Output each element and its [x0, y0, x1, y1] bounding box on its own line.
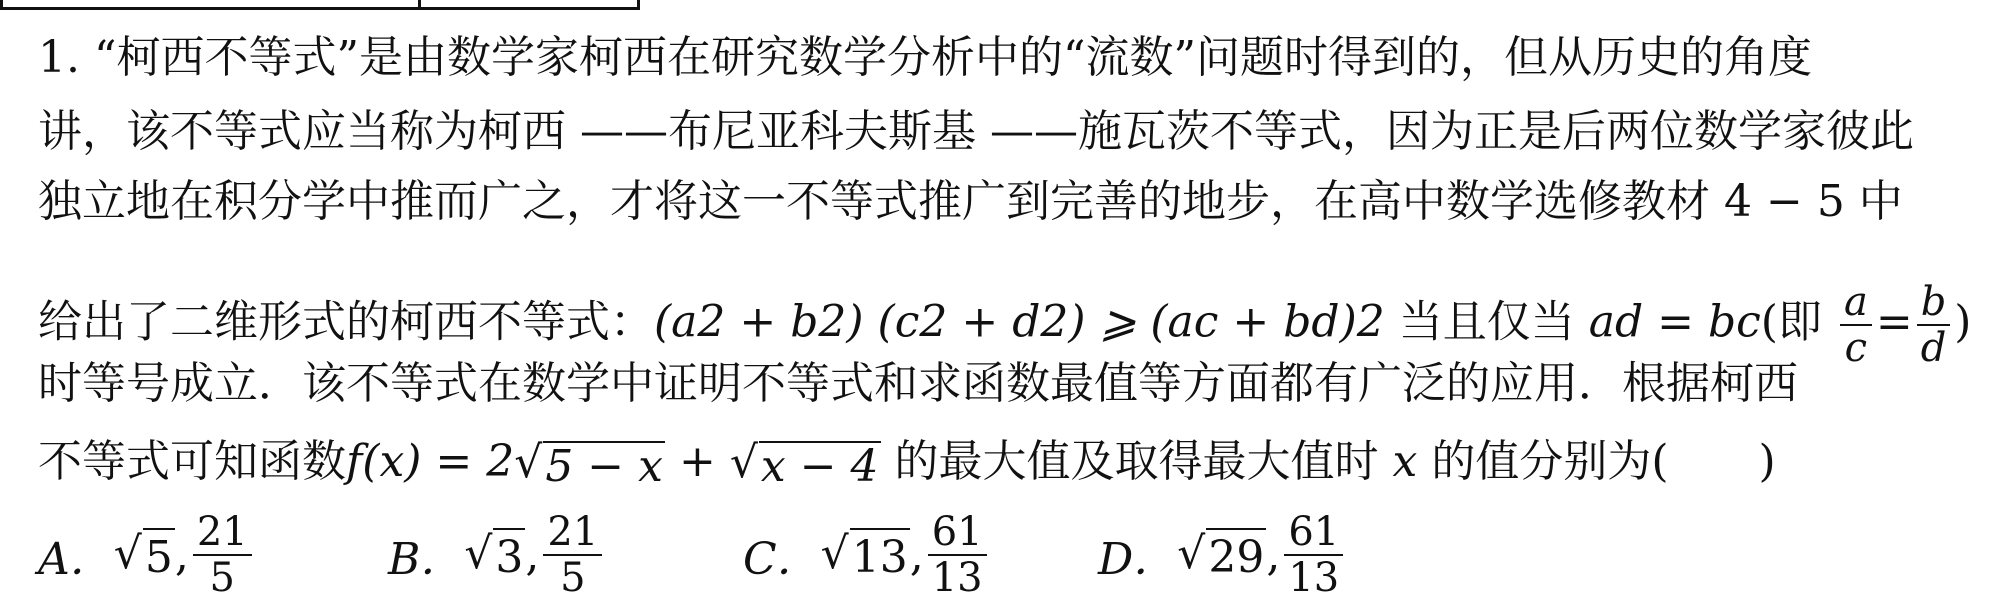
option-b-den: 5 — [560, 555, 586, 601]
option-c[interactable]: C． √ 13 , $\frac{61}{13}$ — [743, 510, 991, 600]
equality-condition: ad = bc — [1588, 296, 1761, 348]
question-line-1: 1. “柯西不等式”是由数学家柯西在研究数学分析中的“流数”问题时得到的，但从历史的角度 — [38, 32, 1812, 83]
option-a-fraction — [193, 510, 252, 600]
fraction-a-over-c — [1840, 280, 1872, 370]
option-d-num: 61 — [1284, 510, 1343, 556]
top-border-divider — [418, 0, 421, 7]
option-d-sqrt: √ 29 — [1177, 527, 1265, 583]
line6-pre: 不等式可知函数 — [38, 436, 346, 487]
option-c-num: 61 — [928, 510, 987, 556]
option-c-sqrt: √ 13 — [820, 527, 908, 583]
frac-a: a — [1840, 280, 1872, 326]
sqrt2-inner: x − 4 — [760, 440, 879, 492]
question-line-2: 讲，该不等式应当称为柯西 ——布尼亚科夫斯基 ——施瓦茨不等式，因为正是后两位数学家彼此 — [38, 106, 1914, 157]
option-d[interactable]: D． √ 29 , $\frac{61}{13}$ — [1098, 510, 1347, 600]
function-def: f(x) = 2 — [346, 436, 515, 487]
paren-open: (即 — [1760, 296, 1822, 348]
line4-text: 给出了二维形式的柯西不等式： — [38, 296, 654, 348]
option-b-sqrt-value: 3 — [493, 528, 525, 583]
option-d-sqrt-value: 29 — [1206, 528, 1266, 583]
fraction-b-over-d — [1917, 280, 1951, 370]
sqrt1-inner: 5 − x — [545, 440, 663, 492]
option-d-den: 13 — [1288, 555, 1340, 601]
option-a[interactable]: A． √ 5 , $\frac{21}{5}$ — [38, 510, 256, 600]
option-d-label: D． — [1098, 534, 1178, 585]
option-a-den: 5 — [209, 555, 235, 601]
option-a-label: A． — [38, 534, 114, 585]
line6-end: 的值分别为( — [1431, 436, 1669, 487]
option-c-label: C． — [743, 534, 821, 585]
sqrt-5-minus-x: √ 5 − x — [514, 436, 663, 492]
cauchy-formula: (a2 + b2) (c2 + d2) ⩾ (ac + bd)2 — [654, 296, 1385, 348]
option-b-num: 21 — [543, 510, 602, 556]
option-b[interactable]: B． √ 3 , $\frac{21}{5}$ — [388, 510, 606, 600]
question-line-3: 独立地在积分学中推而广之，才将这一不等式推广到完善的地步，在高中数学选修教材 4 − 5 中 — [38, 176, 1903, 227]
paren-close: ) — [1954, 296, 1972, 348]
option-a-sqrt-value: 5 — [143, 528, 175, 583]
option-b-fraction — [543, 510, 602, 600]
x-variable: x — [1392, 436, 1418, 487]
sqrt-x-minus-4: √ x − 4 — [729, 436, 879, 492]
option-c-fraction — [928, 510, 987, 600]
equals-sign: = — [1875, 296, 1913, 348]
frac-d: d — [1920, 325, 1947, 371]
option-a-sqrt: √ 5 — [113, 527, 173, 583]
frac-b: b — [1917, 280, 1951, 326]
question-line-6 — [38, 436, 1980, 492]
option-a-num: 21 — [193, 510, 252, 556]
option-b-label: B． — [388, 534, 465, 585]
option-c-sqrt-value: 13 — [850, 528, 910, 583]
plus-sign: + — [678, 436, 716, 487]
option-b-sqrt: √ 3 — [464, 527, 524, 583]
answer-options — [38, 510, 1938, 600]
frac-c: c — [1844, 325, 1868, 371]
line6-close: ) — [1758, 436, 1776, 487]
line4-mid: 当且仅当 — [1398, 296, 1575, 348]
top-border-rule — [0, 0, 640, 10]
line6-post: 的最大值及取得最大值时 — [894, 436, 1379, 487]
option-d-fraction — [1284, 510, 1343, 600]
question-line-5: 时等号成立．该不等式在数学中证明不等式和求函数最值等方面都有广泛的应用．根据柯西 — [38, 358, 1798, 409]
option-c-den: 13 — [931, 555, 983, 601]
question-line-4 — [38, 280, 1980, 370]
